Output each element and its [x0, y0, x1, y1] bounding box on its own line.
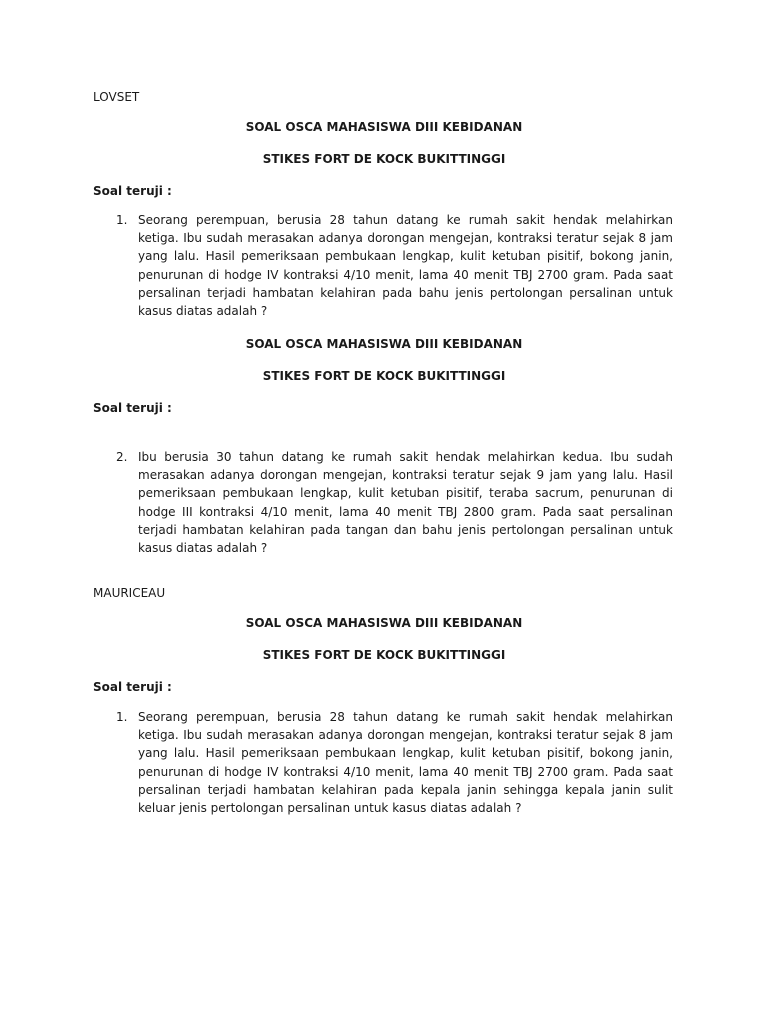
question-item — [116, 211, 673, 320]
question-text: Seorang perempuan, berusia 28 tahun datang ke rumah sakit hendak melahirkan ketiga. Ibu sudah merasakan adanya dorongan mengejan, kontraksi teratur sejak 8 jam yang lalu. Hasil pemeriksaan pembukaan lengkap, kulit ketuban pisitif, bokong janin, penurunan di hodge IV kontraksi 4/10 menit, lama 40 menit TBJ 2700 gram. Pada saat persalinan terjadi hambatan kelahiran pada kepala janin sehingga kepala janin sulit keluar jenis pertolongan persalinan untuk kasus diatas adalah ? — [138, 710, 673, 816]
soal-teruji-label: Soal teruji : — [93, 680, 172, 694]
section-label-lovset: LOVSET — [93, 90, 140, 104]
heading-soal-osca: SOAL OSCA MAHASISWA DIII KEBIDANAN — [245, 616, 523, 630]
heading-soal-osca: SOAL OSCA MAHASISWA DIII KEBIDANAN — [245, 120, 523, 134]
question-item — [116, 448, 673, 557]
soal-teruji-label: Soal teruji : — [93, 184, 172, 198]
section-label-mauriceau: MAURICEAU — [93, 586, 166, 600]
heading-stikes: STIKES FORT DE KOCK BUKITTINGGI — [262, 152, 506, 166]
heading-stikes: STIKES FORT DE KOCK BUKITTINGGI — [262, 369, 506, 383]
heading-soal-osca: SOAL OSCA MAHASISWA DIII KEBIDANAN — [245, 337, 523, 351]
question-number: 2. — [116, 450, 128, 464]
question-text: Seorang perempuan, berusia 28 tahun datang ke rumah sakit hendak melahirkan ketiga. Ibu sudah merasakan adanya dorongan mengejan, kontraksi teratur sejak 8 jam yang lalu. Hasil pemeriksaan pembukaan lengkap, kulit ketuban pisitif, bokong janin, penurunan di hodge IV kontraksi 4/10 menit, lama 40 menit TBJ 2700 gram. Pada saat persalinan terjadi hambatan kelahiran pada bahu jenis pertolongan persalinan untuk kasus diatas adalah ? — [138, 213, 673, 319]
question-number: 1. — [116, 213, 128, 227]
heading-stikes: STIKES FORT DE KOCK BUKITTINGGI — [262, 648, 506, 662]
question-text: Ibu berusia 30 tahun datang ke rumah sakit hendak melahirkan kedua. Ibu sudah merasakan adanya dorongan mengejan, kontraksi teratur sejak 9 jam yang lalu. Hasil pemeriksaan pembukaan lengkap, kulit ketuban pisitif, teraba sacrum, penurunan di hodge III kontraksi 4/10 menit, lama 40 menit TBJ 2800 gram. Pada saat persalinan terjadi hambatan kelahiran pada tangan dan bahu jenis pertolongan persalinan untuk kasus diatas adalah ? — [138, 450, 673, 556]
question-item — [116, 708, 673, 817]
soal-teruji-label: Soal teruji : — [93, 401, 172, 415]
question-number: 1. — [116, 710, 128, 724]
